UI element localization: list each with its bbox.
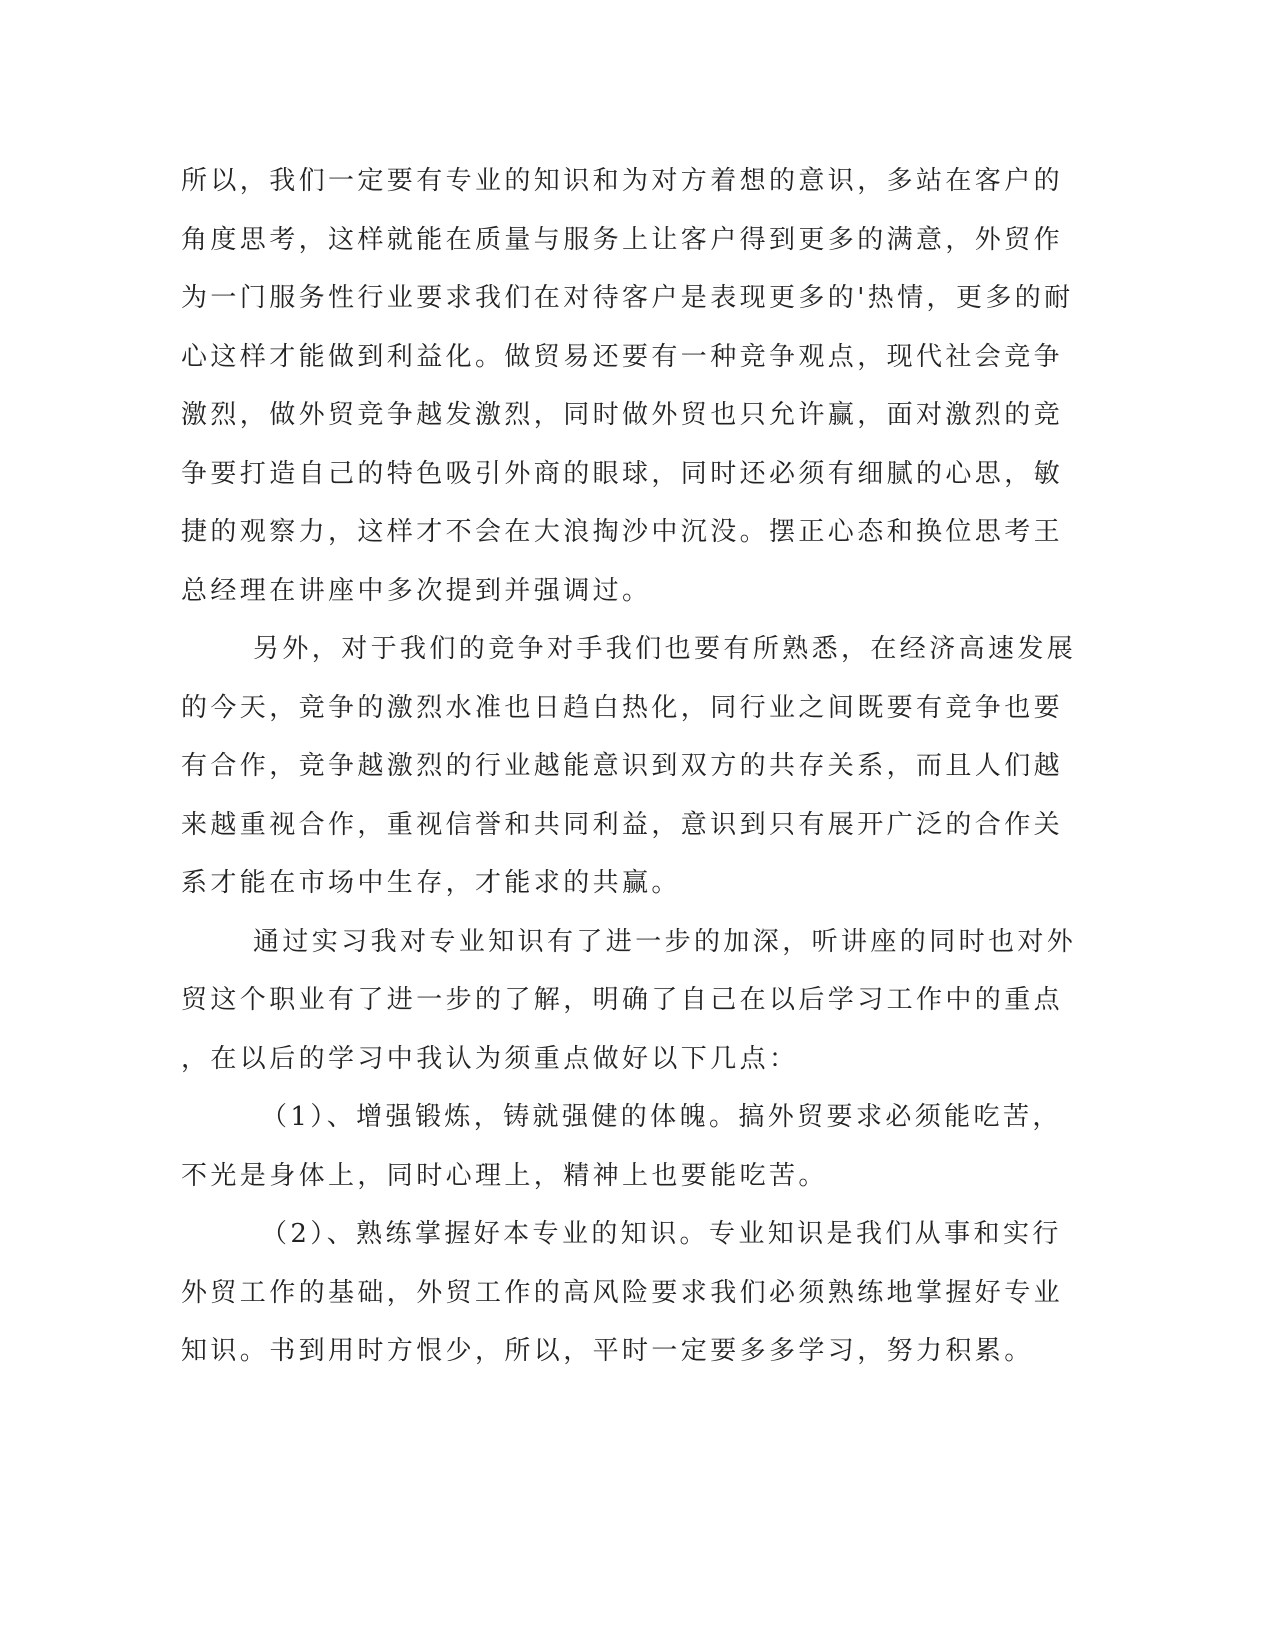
list-item-line: 外贸工作的基础，外贸工作的高风险要求我们必须熟练地掌握好专业 <box>181 1277 1064 1308</box>
list-item-2 <box>181 1205 1064 1381</box>
list-item-1 <box>181 1088 1062 1205</box>
paragraph-2 <box>181 620 1077 913</box>
paragraph-line: 角度思考，这样就能在质量与服务上让客户得到更多的满意，外贸作 <box>181 224 1064 255</box>
paragraph-line: 捷的观察力，这样才不会在大浪掏沙中沉没。摆正心态和换位思考王 <box>181 517 1064 547</box>
paragraph-line: 为一门服务性行业要求我们在对待客户是表现更多的'热情，更多的耐 <box>181 283 1074 313</box>
paragraph-first-line: 另外，对于我们的竞争对手我们也要有所熟悉，在经济高速发展 <box>253 634 1077 664</box>
list-item-line: 不光是身体上，同时心理上，精神上也要能吃苦。 <box>181 1160 828 1191</box>
paragraph-line: ，在以后的学习中我认为须重点做好以下几点： <box>181 1043 799 1074</box>
paragraph-line: 来越重视合作，重视信誉和共同利益，意识到只有展开广泛的合作关 <box>181 809 1064 840</box>
paragraph-line: 有合作，竞争越激烈的行业越能意识到双方的共存关系，而且人们越 <box>181 751 1064 781</box>
paragraph-line: 激烈，做外贸竞争越发激烈，同时做外贸也只允许赢，面对激烈的竞 <box>181 400 1064 430</box>
paragraph-line: 贸这个职业有了进一步的了解，明确了自己在以后学习工作中的重点 <box>181 985 1064 1015</box>
paragraph-line: 心这样才能做到利益化。做贸易还要有一种竞争观点，现代社会竞争 <box>181 341 1064 372</box>
paragraph-line: 争要打造自己的特色吸引外商的眼球，同时还必须有细腻的心思，敏 <box>181 458 1064 489</box>
paragraph-line: 所以，我们一定要有专业的知识和为对方着想的意识，多站在客户的 <box>181 166 1064 196</box>
paragraph-line: 系才能在市场中生存，才能求的共赢。 <box>181 868 681 898</box>
paragraph-line: 总经理在讲座中多次提到并强调过。 <box>181 575 652 606</box>
list-item-first-line: （2）、熟练掌握好本专业的知识。专业知识是我们从事和实行 <box>261 1219 1062 1249</box>
document-body <box>181 152 1077 1381</box>
paragraph-1 <box>181 152 1074 620</box>
list-item-line: 知识。书到用时方恨少，所以，平时一定要多多学习，努力积累。 <box>181 1336 1034 1366</box>
paragraph-line: 的今天，竞争的激烈水准也日趋白热化，同行业之间既要有竞争也要 <box>181 692 1064 723</box>
paragraph-3 <box>181 913 1077 1089</box>
list-item-first-line: （1）、增强锻炼，铸就强健的体魄。搞外贸要求必须能吃苦， <box>261 1102 1062 1132</box>
paragraph-first-line: 通过实习我对专业知识有了进一步的加深，听讲座的同时也对外 <box>253 926 1077 957</box>
